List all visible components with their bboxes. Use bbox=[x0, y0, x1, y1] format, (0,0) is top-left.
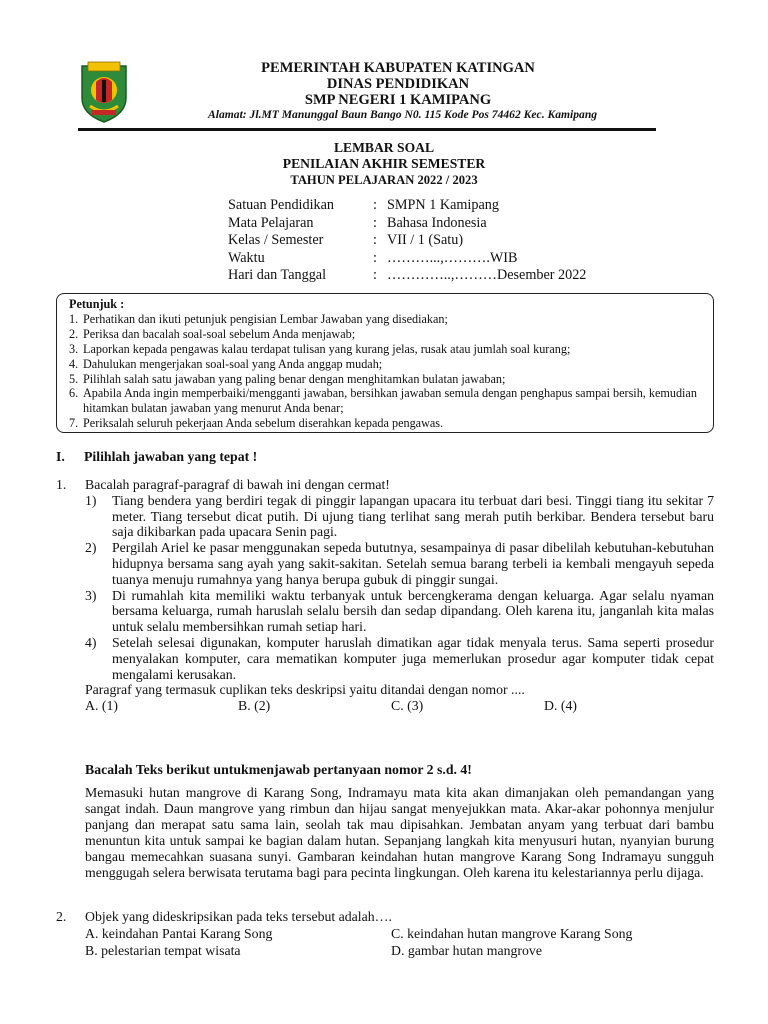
paragraph-text: Tiang bendera yang berdiri tegak di pinggir lapangan upacara itu terbuat dari besi. Tinggi tiang itu sekitar 7 meter. Tiang tersebut dicat putih. Di ujung tiang terlihat sang merah putih berkibar. Bendera tersebut baru saja dikibarkan pada upacara Senin pagi. bbox=[112, 492, 714, 540]
answer-options bbox=[85, 698, 714, 714]
ident-row bbox=[228, 250, 586, 268]
instruction-number: 2. bbox=[69, 326, 79, 341]
ident-colon: : bbox=[373, 267, 377, 284]
exam-identity bbox=[228, 197, 586, 285]
instruction-item bbox=[69, 327, 707, 342]
question-number: 2. bbox=[56, 909, 67, 924]
instruction-number: 3. bbox=[69, 341, 79, 356]
question-number: 1. bbox=[56, 477, 67, 492]
answer-option-d: D. (4) bbox=[544, 698, 577, 714]
paragraph-option bbox=[85, 493, 714, 540]
ident-colon: : bbox=[373, 232, 377, 249]
ident-label: Hari dan Tanggal bbox=[228, 267, 327, 284]
ident-colon: : bbox=[373, 197, 377, 213]
ident-value: Bahasa Indonesia bbox=[387, 214, 487, 231]
ident-label: Mata Pelajaran bbox=[228, 214, 314, 231]
ident-row bbox=[228, 232, 586, 250]
instruction-number: 7. bbox=[69, 416, 79, 431]
instruction-text: Periksa dan bacalah soal-soal sebelum Anda menjawab; bbox=[83, 326, 356, 341]
paragraph-option bbox=[85, 540, 714, 587]
answer-option-b: B. pelestarian tempat wisata bbox=[85, 943, 241, 958]
ident-value: VII / 1 (Satu) bbox=[387, 232, 464, 249]
instruction-item bbox=[69, 386, 707, 416]
reading-passage: Memasuki hutan mangrove di Karang Song, Indramayu mata kita akan dimanjakan oleh pemandangan yang sangat indah. Daun mangrove yang rimbun dan hijau sangat menyejukkan mata. Akar-akar pohonnya menjulur panjang dan merapat satu sama lain, seolah tak mau dipisahkan. Jembatan anyam yang terbuat dari bambu menuntun kita untuk sampai ke bagian dalam hutan. Sepanjang langkah kita menyusuri hutan, nyanyian burung bangau memecahkan suasana sunyi. Gambaran keindahan hutan mangrove Karang Song Indramayu sungguh menggugah selera berwisata terutama bagi para pecinta lingkungan. Oleh karena itu kelestariannya perlu dijaga. bbox=[85, 785, 714, 880]
instructions-list bbox=[69, 312, 707, 431]
ident-label: Kelas / Semester bbox=[228, 232, 324, 249]
answer-options-row bbox=[85, 942, 714, 959]
instructions-title: Petunjuk : bbox=[69, 297, 125, 311]
paragraph-number: 3) bbox=[85, 587, 97, 603]
instruction-number: 6. bbox=[69, 386, 79, 401]
instruction-item bbox=[69, 372, 707, 387]
ident-colon: : bbox=[373, 249, 377, 266]
answer-options-row bbox=[85, 925, 714, 942]
reading-instruction: Bacalah Teks berikut untukmenjawab pertanyaan nomor 2 s.d. 4! bbox=[85, 762, 472, 777]
paragraph-number: 2) bbox=[85, 540, 97, 556]
answer-option-d: D. gambar hutan mangrove bbox=[391, 943, 542, 958]
instruction-text: Apabila Anda ingin memperbaiki/mengganti jawaban, bersihkan jawaban semula dengan penghapus sampai bersih, kemudian hitamkan bulatan jawaban yang menurut Anda benar; bbox=[83, 386, 697, 416]
katingan-emblem-icon bbox=[78, 60, 130, 124]
ident-row bbox=[228, 197, 586, 215]
instruction-number: 5. bbox=[69, 371, 79, 386]
instruction-text: Periksalah seluruh pekerjaan Anda sebelum diserahkan kepada pengawas. bbox=[83, 416, 444, 431]
section-number: I. bbox=[56, 449, 65, 464]
ident-colon: : bbox=[373, 214, 377, 231]
paragraph-number: 4) bbox=[85, 634, 97, 650]
ident-value: ………...,……….WIB bbox=[387, 249, 518, 266]
header-divider bbox=[78, 128, 656, 131]
paragraph-option bbox=[85, 588, 714, 635]
ident-row bbox=[228, 267, 586, 285]
instruction-item bbox=[69, 312, 707, 327]
instruction-item bbox=[69, 416, 707, 431]
answer-option-a: A. keindahan Pantai Karang Song bbox=[85, 926, 273, 941]
instruction-text: Laporkan kepada pengawas kalau terdapat tulisan yang kurang jelas, rusak atau jumlah soal kurang; bbox=[83, 341, 571, 356]
academic-year: TAHUN PELAJARAN 2022 / 2023 bbox=[290, 173, 478, 187]
ident-value: …………..,………Desember 2022 bbox=[387, 267, 587, 284]
header-address: Alamat: Jl.MT Manunggal Baun Bango N0. 115 Kode Pos 74462 Kec. Kamipang bbox=[208, 108, 598, 121]
instruction-text: Pilihlah salah satu jawaban yang paling benar dengan menghitamkan bulatan jawaban; bbox=[83, 371, 506, 386]
ident-value: SMPN 1 Kamipang bbox=[387, 197, 499, 213]
doc-title: LEMBAR SOAL bbox=[333, 140, 435, 155]
instruction-number: 1. bbox=[69, 311, 79, 326]
header-school: SMP NEGERI 1 KAMIPANG bbox=[304, 92, 492, 108]
instruction-item bbox=[69, 357, 707, 372]
question-stem: Paragraf yang termasuk cuplikan teks deskripsi yaitu ditandai dengan nomor .... bbox=[85, 682, 525, 698]
paragraph-number: 1) bbox=[85, 492, 97, 508]
instruction-text: Perhatikan dan ikuti petunjuk pengisian Lembar Jawaban yang disediakan; bbox=[83, 311, 448, 326]
instruction-number: 4. bbox=[69, 356, 79, 371]
answer-option-b: B. (2) bbox=[238, 698, 271, 714]
question-stem: Objek yang dideskripsikan pada teks tersebut adalah…. bbox=[85, 909, 392, 924]
doc-subtitle: PENILAIAN AKHIR SEMESTER bbox=[282, 156, 486, 171]
paragraph-text: Di rumahlah kita memiliki waktu terbanyak untuk bercengkerama dengan keluarga. Agar selalu nyaman bersama keluarga, rumah haruslah selalu bersih dan sedap dipandang. Oleh karena itu, janganlah kita malas untuk selalu membersihkan rumah setiap hari. bbox=[112, 587, 714, 635]
section-heading bbox=[56, 449, 257, 465]
ident-label: Waktu bbox=[228, 249, 265, 266]
paragraph-text: Setelah selesai digunakan, komputer haruslah dimatikan agar tidak menyala terus. Sama seperti prosedur menyalakan komputer, cara mematikan komputer juga memerlukan prosedur agar komputer tidak cepat mengalami kerusakan. bbox=[112, 634, 714, 682]
question-1 bbox=[56, 477, 714, 714]
paragraph-text: Pergilah Ariel ke pasar menggunakan sepeda bututnya, sesampainya di pasar dibelilah kebutuhan-kebutuhan hidupnya bersama sang ayah yang sakit-sakitan. Setelah semua barang terbeli ia kembali mengayuh sepeda tuanya menuju rumahnya yang hanya berupa gubuk di pinggir sungai. bbox=[112, 540, 714, 587]
letterhead bbox=[78, 60, 668, 130]
section-title: Pilihlah jawaban yang tepat ! bbox=[84, 449, 258, 464]
paragraph-option bbox=[85, 635, 714, 682]
document-title-block bbox=[0, 140, 768, 188]
answer-option-a: A. (1) bbox=[85, 698, 118, 714]
instructions-box bbox=[56, 293, 714, 433]
instruction-item bbox=[69, 342, 707, 357]
ident-label: Satuan Pendidikan bbox=[228, 197, 334, 213]
ident-row bbox=[228, 215, 586, 233]
header-government: PEMERINTAH KABUPATEN KATINGAN bbox=[261, 60, 535, 76]
instruction-text: Dahulukan mengerjakan soal-soal yang Anda anggap mudah; bbox=[83, 356, 383, 371]
header-department: DINAS PENDIDIKAN bbox=[326, 76, 470, 92]
question-2 bbox=[56, 908, 714, 959]
question-intro: Bacalah paragraf-paragraf di bawah ini dengan cermat! bbox=[85, 477, 390, 492]
answer-option-c: C. keindahan hutan mangrove Karang Song bbox=[391, 926, 633, 941]
answer-option-c: C. (3) bbox=[391, 698, 424, 714]
